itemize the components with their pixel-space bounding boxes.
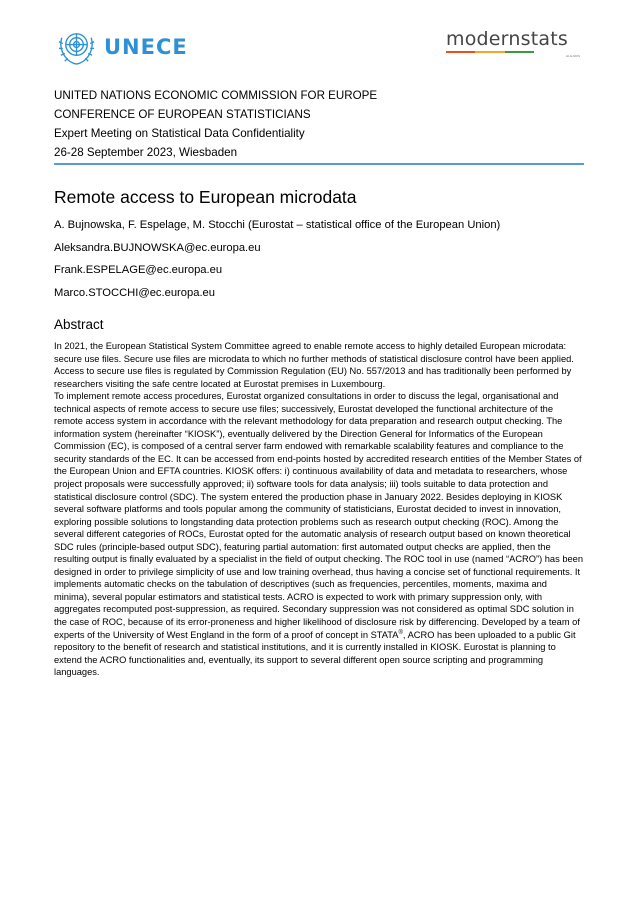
author-email[interactable]: Marco.STOCCHI@ec.europa.eu bbox=[54, 287, 216, 300]
modernstats-color-bar bbox=[446, 51, 534, 53]
unece-logo bbox=[54, 24, 188, 69]
meeting-name: Expert Meeting on Statistical Data Confidentiality bbox=[54, 127, 305, 140]
modernstats-logo bbox=[446, 28, 586, 58]
author-email[interactable]: Aleksandra.BUJNOWSKA@ec.europa.eu bbox=[54, 241, 261, 254]
abstract-text: , ACRO has been uploaded to a public Git repository to the benefit of research and statistical institutions, and it is currently installed in KIOSK. Eurostat is planning to extend the ACRO functionalities and, eventually, its support to several different open source scripting and programming languages. bbox=[54, 629, 576, 678]
paper-title: Remote access to European microdata bbox=[54, 187, 357, 207]
abstract-body bbox=[54, 340, 584, 679]
modernstats-wordmark: modernstats bbox=[446, 28, 568, 50]
modernstats-tag: HLG-MOS bbox=[565, 54, 580, 58]
abstract-text: To implement remote access procedures, Eurostat organized consultations in order to discuss the legal, organisational and technical aspects of remote access to secure use files; successively, Eurostat developed the functional architecture of the remote access system in accordance with the relevant methodology for data preparation and research output checking. The information system (hereinafter “KIOSK”), eventually delivered by the Direction General for Informatics of the European Commission (EC), is composed of a central server farm endowed with remarkable scalability features and compliance to the security standards of the EC. It can be accessed from end-points hosted by accredited research entities of the Member States of the European Union and EFTA countries. KIOSK offers: i) continuous availability of data and metadata to researchers, whose project proposals were successfully approved; ii) software tools for data analysis; iii) tools suitable to data protection and statistical disclosure control (SDC). The system entered the production phase in January 2022. Besides deploying in KIOSK several software platforms and tools popular among the community of statisticians, Eurostat decided to invest in innovation, exploring possible solutions to longstanding data protection problems such as research output checking (ROC). Among the several different categories of ROCs, Eurostat opted for the automatic analysis of research output based on known theoretical SDC rules (principle-based output SDC), featuring partial automation: first automated output checks are applied, then the resulting output is finally evaluated by a specialist in the field of output checking. The ROC tool in use (named “ACRO”) has been designed in order to privilege simplicity of use and low training overhead, thus having a concise set of functional requirements. It implements automatic checks on the tabulation of descriptives (such as frequencies, percentiles, moments, maxima and minima), several popular estimators and statistical tests. ACRO is expected to work with primary suppression only, with aggregates recomputed post-suppression, as required. Secondary suppression was not considered as optimal SDC solution in the case of ROC, because of its error-proneness and higher likelihood of disclosure risk by differencing. Developed by a team of experts of the University of West England in the form of a proof of concept in STATA bbox=[54, 391, 584, 640]
unece-wordmark: UNECE bbox=[104, 34, 188, 59]
abstract-paragraph: In 2021, the European Statistical System Committee agreed to enable remote access to highly detailed European microdata: secure use files. Secure use files are microdata to which no further methods of statistical disclosure control have been applied. Access to secure use files is regulated by Commission Regulation (EU) No. 557/2013 and has traditionally been performed by researchers visiting the safe centre located at Eurostat premises in Luxembourg. bbox=[54, 341, 574, 389]
conference-header bbox=[54, 86, 584, 162]
abstract-paragraph bbox=[54, 390, 584, 679]
un-emblem-icon bbox=[54, 24, 99, 69]
header-divider bbox=[54, 163, 584, 165]
author-names: A. Bujnowska, F. Espelage, M. Stocchi (Eurostat – statistical office of the European Union) bbox=[54, 219, 501, 231]
conference-name: CONFERENCE OF EUROPEAN STATISTICIANS bbox=[54, 108, 311, 121]
organisation-name: UNITED NATIONS ECONOMIC COMMISSION FOR EUROPE bbox=[54, 89, 378, 102]
trademark-symbol: ® bbox=[398, 629, 403, 636]
author-email[interactable]: Frank.ESPELAGE@ec.europa.eu bbox=[54, 264, 223, 277]
meeting-date-place: 26-28 September 2023, Wiesbaden bbox=[54, 146, 238, 159]
abstract-heading: Abstract bbox=[54, 317, 104, 332]
author-block bbox=[54, 214, 594, 305]
